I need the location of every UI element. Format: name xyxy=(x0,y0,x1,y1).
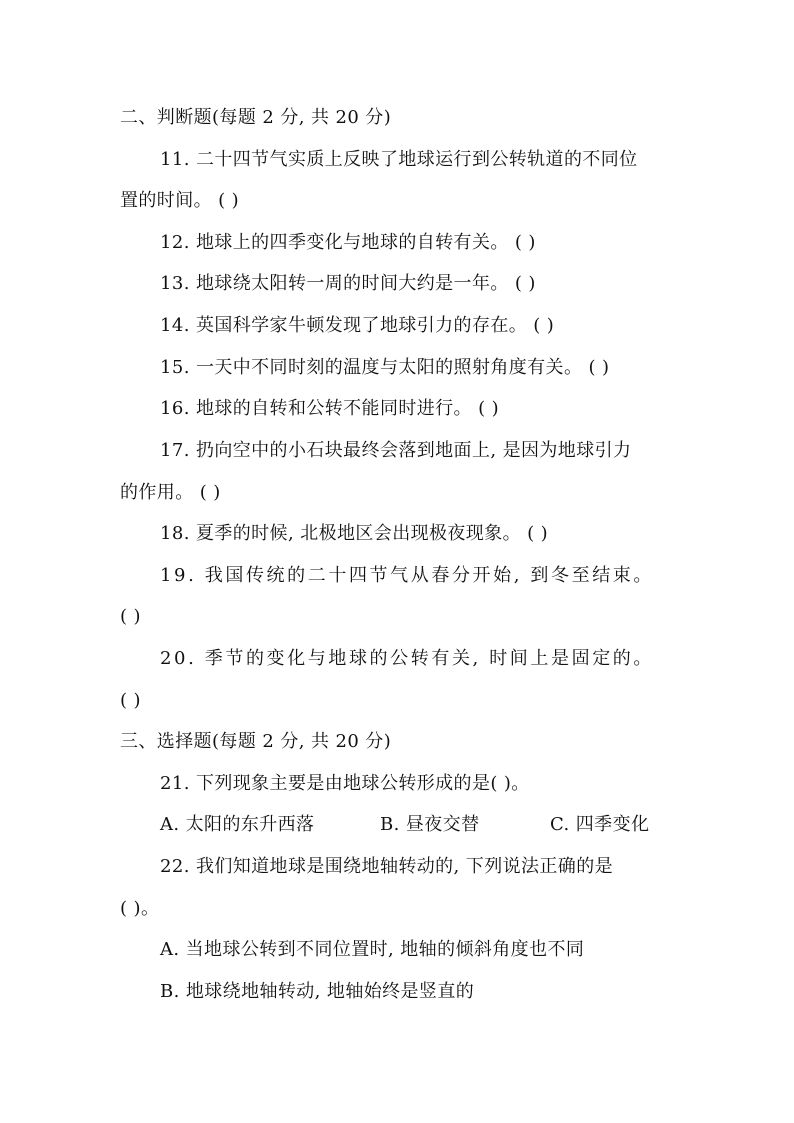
section-3-heading: 三、选择题(每题 2 分, 共 20 分) xyxy=(120,731,392,752)
question-17-line2: 的作用。 ( ) xyxy=(120,482,221,503)
question-20-line1: 20. 季节的变化与地球的公转有关, 时间上是固定的。 xyxy=(160,648,654,669)
question-21-option-b: B. 昼夜交替 xyxy=(380,814,480,835)
question-14: 14. 英国科学家牛顿发现了地球引力的存在。 ( ) xyxy=(160,315,555,336)
question-19-line1: 19. 我国传统的二十四节气从春分开始, 到冬至结束。 xyxy=(160,565,654,586)
question-22-option-b: B. 地球绕地轴转动, 地轴始终是竖直的 xyxy=(160,981,475,1002)
question-19-line2: ( ) xyxy=(120,606,141,627)
question-17-line1: 17. 扔向空中的小石块最终会落到地面上, 是因为地球引力 xyxy=(160,440,632,461)
section-2-heading: 二、判断题(每题 2 分, 共 20 分) xyxy=(120,107,392,128)
question-21-option-c: C. 四季变化 xyxy=(550,814,650,835)
question-18: 18. 夏季的时候, 北极地区会出现极夜现象。 ( ) xyxy=(160,523,549,544)
question-12: 12. 地球上的四季变化与地球的自转有关。 ( ) xyxy=(160,232,536,253)
question-21-option-a: A. 太阳的东升西落 xyxy=(160,814,315,835)
question-22-line1: 22. 我们知道地球是围绕地轴转动的, 下列说法正确的是 xyxy=(160,856,613,877)
question-15: 15. 一天中不同时刻的温度与太阳的照射角度有关。 ( ) xyxy=(160,357,610,378)
question-22-option-a: A. 当地球公转到不同位置时, 地轴的倾斜角度也不同 xyxy=(160,939,585,960)
question-21-stem: 21. 下列现象主要是由地球公转形成的是( )。 xyxy=(160,773,530,794)
question-22-line2: ( )。 xyxy=(120,898,160,919)
question-16: 16. 地球的自转和公转不能同时进行。 ( ) xyxy=(160,398,500,419)
question-13: 13. 地球绕太阳转一周的时间大约是一年。 ( ) xyxy=(160,273,536,294)
question-11-line1: 11. 二十四节气实质上反映了地球运行到公转轨道的不同位 xyxy=(160,149,638,170)
question-11-line2: 置的时间。 ( ) xyxy=(120,190,240,211)
question-20-line2: ( ) xyxy=(120,690,141,711)
